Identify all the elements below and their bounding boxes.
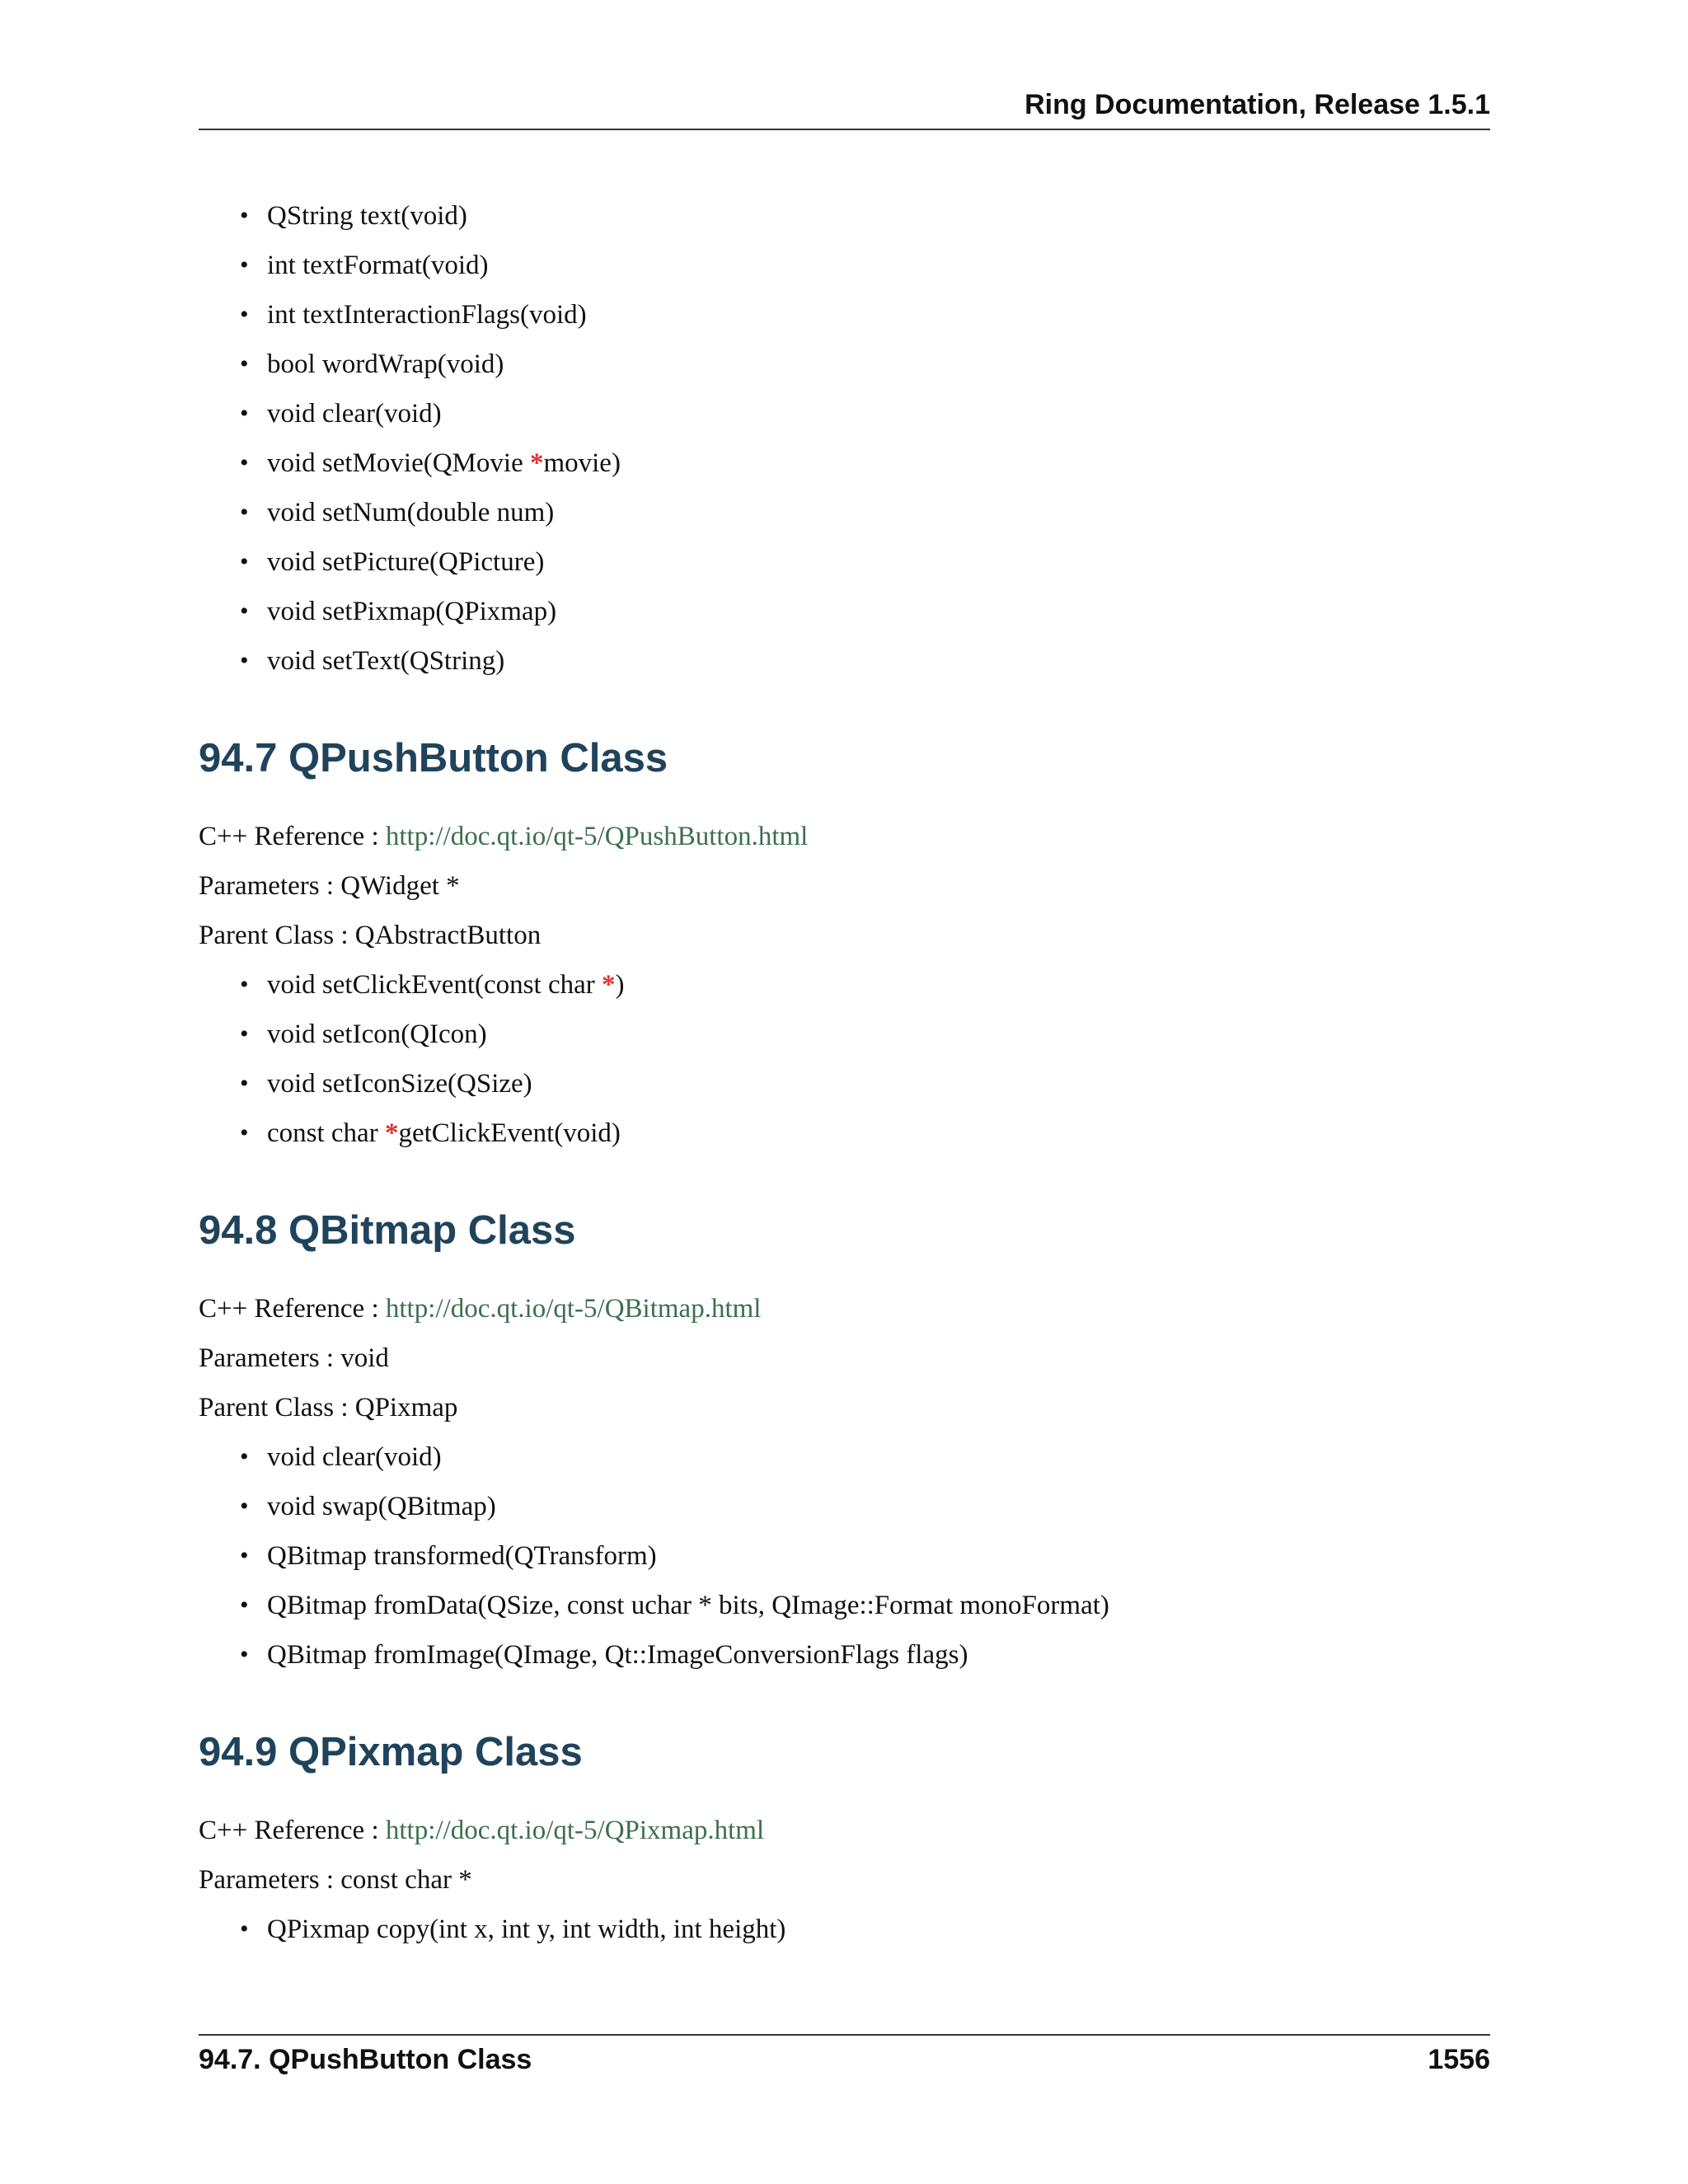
bullet-icon: •	[240, 499, 249, 526]
method-list	[199, 960, 1490, 1158]
parent-class-line: Parent Class : QPixmap	[199, 1393, 458, 1422]
method-list	[199, 1905, 1490, 1954]
parameters-line: Parameters : void	[199, 1343, 389, 1373]
method-item	[240, 340, 1490, 389]
bullet-icon: •	[240, 1443, 249, 1470]
bullet-icon: •	[240, 647, 249, 674]
pointer-star: *	[529, 448, 544, 478]
method-text: QBitmap fromData(QSize, const uchar * bits, QImage::Format monoFormat)	[267, 1591, 1109, 1620]
method-text: void setPixmap(QPixmap)	[267, 597, 557, 626]
cpp-reference	[199, 812, 1490, 861]
cpp-reference-label: C++ Reference :	[199, 822, 386, 851]
cpp-reference	[199, 1284, 1490, 1333]
method-item	[240, 1108, 1490, 1158]
class-section	[199, 686, 1490, 1158]
footer-section-title: 94.7. QPushButton Class	[199, 2044, 532, 2075]
parameters-line: Parameters : const char *	[199, 1865, 472, 1895]
bullet-icon: •	[240, 971, 249, 998]
parent-class-line: Parent Class : QAbstractButton	[199, 921, 542, 950]
bullet-icon: •	[240, 548, 249, 575]
class-section	[199, 1680, 1490, 1954]
method-text: void setIconSize(QSize)	[267, 1069, 532, 1099]
method-text: QBitmap transformed(QTransform)	[267, 1541, 657, 1571]
method-item	[240, 1059, 1490, 1108]
pointer-star: *	[601, 970, 616, 1000]
method-item	[240, 1905, 1490, 1954]
method-text: int textInteractionFlags(void)	[267, 300, 587, 330]
method-text: bool wordWrap(void)	[267, 349, 504, 379]
method-text: void setText(QString)	[267, 646, 505, 676]
cpp-reference-label: C++ Reference :	[199, 1294, 386, 1324]
bullet-icon: •	[240, 251, 249, 279]
method-item	[240, 290, 1490, 340]
cpp-reference	[199, 1806, 1490, 1855]
cpp-reference-link[interactable]: http://doc.qt.io/qt-5/QBitmap.html	[385, 1294, 762, 1324]
running-header: Ring Documentation, Release 1.5.1	[199, 89, 1490, 130]
method-text: void setMovie(QMovie	[267, 448, 530, 478]
method-item	[240, 537, 1490, 587]
bullet-icon: •	[240, 1493, 249, 1520]
method-text: QString text(void)	[267, 201, 467, 231]
method-text: QPixmap copy(int x, int y, int width, int height)	[267, 1915, 786, 1944]
bullet-icon: •	[240, 1119, 249, 1146]
parameters-line: Parameters : QWidget *	[199, 871, 460, 901]
bullet-icon: •	[240, 400, 249, 427]
bullet-icon: •	[240, 598, 249, 625]
bullet-icon: •	[240, 202, 249, 229]
method-item	[240, 1581, 1490, 1630]
method-item	[240, 636, 1490, 686]
method-item	[240, 1482, 1490, 1531]
cpp-reference-label: C++ Reference :	[199, 1816, 386, 1845]
intro-method-list	[199, 191, 1490, 686]
method-item	[240, 960, 1490, 1010]
section-heading: 94.8 QBitmap Class	[199, 1208, 576, 1253]
method-text: )	[615, 970, 625, 1000]
document-page	[199, 0, 1490, 2184]
method-text: void clear(void)	[267, 399, 442, 429]
class-section	[199, 1158, 1490, 1680]
method-text: int textFormat(void)	[267, 251, 489, 280]
bullet-icon: •	[240, 1542, 249, 1569]
page-content	[199, 191, 1490, 1954]
method-item	[240, 438, 1490, 488]
method-item	[240, 1432, 1490, 1482]
method-text: void setIcon(QIcon)	[267, 1019, 487, 1049]
method-list	[199, 1432, 1490, 1680]
cpp-reference-link[interactable]: http://doc.qt.io/qt-5/QPushButton.html	[385, 822, 809, 851]
method-item	[240, 488, 1490, 537]
method-text: void clear(void)	[267, 1442, 442, 1472]
section-heading: 94.7 QPushButton Class	[199, 736, 668, 780]
pointer-star: *	[384, 1118, 399, 1148]
bullet-icon: •	[240, 449, 249, 476]
method-text: void swap(QBitmap)	[267, 1492, 496, 1521]
section-heading: 94.9 QPixmap Class	[199, 1730, 583, 1774]
method-item	[240, 587, 1490, 636]
bullet-icon: •	[240, 1020, 249, 1047]
bullet-icon: •	[240, 350, 249, 377]
method-text: movie)	[543, 448, 621, 478]
running-footer	[199, 2034, 1490, 2083]
footer-page-number: 1556	[1428, 2044, 1490, 2075]
method-item	[240, 1531, 1490, 1581]
method-text: void setClickEvent(const char	[267, 970, 602, 1000]
method-text: getClickEvent(void)	[398, 1118, 621, 1148]
bullet-icon: •	[240, 1641, 249, 1668]
bullet-icon: •	[240, 1915, 249, 1943]
bullet-icon: •	[240, 301, 249, 328]
bullet-icon: •	[240, 1070, 249, 1097]
method-item	[240, 241, 1490, 290]
cpp-reference-link[interactable]: http://doc.qt.io/qt-5/QPixmap.html	[385, 1816, 765, 1845]
sections-container	[199, 686, 1490, 1954]
method-text: QBitmap fromImage(QImage, Qt::ImageConversionFlags flags)	[267, 1640, 968, 1670]
method-item	[240, 1010, 1490, 1059]
method-item	[240, 1630, 1490, 1680]
bullet-icon: •	[240, 1591, 249, 1619]
method-text: void setNum(double num)	[267, 498, 555, 527]
method-text: void setPicture(QPicture)	[267, 547, 545, 577]
method-item	[240, 191, 1490, 241]
method-text: const char	[267, 1118, 385, 1148]
method-item	[240, 389, 1490, 438]
